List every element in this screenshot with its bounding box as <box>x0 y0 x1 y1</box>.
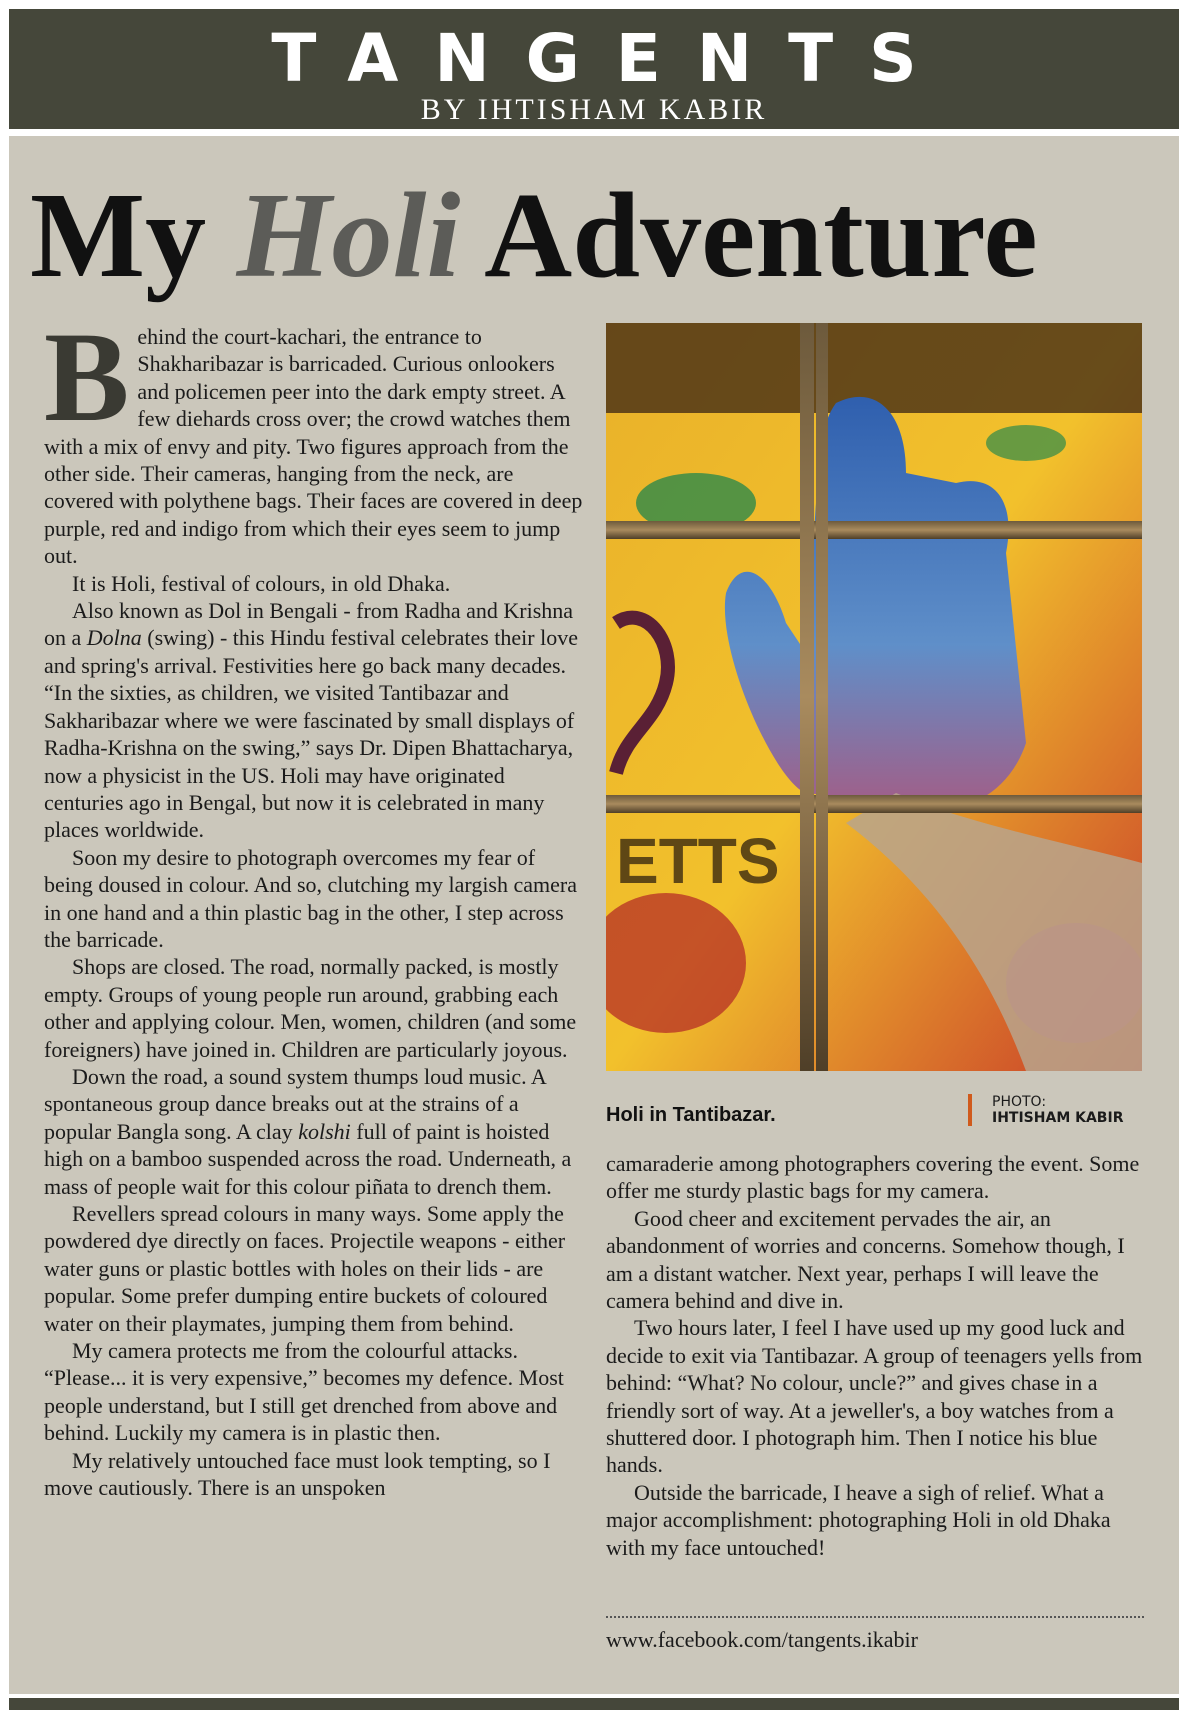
paragraph-1 <box>44 306 584 570</box>
paragraph-9: My relatively untouched face must look tempting, so I move cautiously. There is an unspoken <box>44 1447 551 1501</box>
bar-horizontal-top <box>606 521 1142 539</box>
photo-caption: Holi in Tantibazar. <box>606 1104 776 1126</box>
photo-credit-name: IHTISHAM KABIR <box>992 1110 1124 1126</box>
paragraph-3-text-a: Also known as Dol in Bengali - from Radha and Krishna on a <box>44 598 574 651</box>
bar-horizontal-bottom <box>606 795 1142 813</box>
paragraph-10: camaraderie among photographers covering the event. Some offer me sturdy plastic bags for my camera. <box>606 1151 1140 1204</box>
paragraph-1-text: ehind the court-kachari, the entrance to Shakharibazar is barricaded. Curious onlookers and policemen peer into the dark empty street. A few diehards cross over; the crowd watches them with a mix of envy and pity. Two figures approach from the other side. Their cameras, hanging from the neck, are covered with polythene bags. Their faces are covered in deep purple, red and indigo from which their eyes seem to jump out. <box>44 324 583 569</box>
paint-splash-green-2 <box>986 425 1066 461</box>
column-banner <box>9 9 1179 129</box>
paragraph-13: Outside the barricade, I heave a sigh of relief. What a major accomplishment: photographing Holi in old Dhaka with my face untouched! <box>606 1479 1111 1560</box>
paragraph-6-italic: kolshi <box>298 1118 351 1144</box>
photo-credit <box>968 1094 1123 1126</box>
photo-shadow <box>606 323 1142 413</box>
bar-vertical-right <box>816 323 828 1071</box>
paragraph-8: My camera protects me from the colourful attacks. “Please... it is very expensive,” becomes my defence. Most people understand, but I still get drenched from above and behind. Luckily my camera is in plastic then. <box>44 1338 564 1446</box>
headline-word-my: My <box>30 168 207 303</box>
headline-word-adventure: Adventure <box>484 168 1038 303</box>
paragraph-2: It is Holi, festival of colours, in old Dhaka. <box>72 570 451 596</box>
paragraph-4: Soon my desire to photograph overcomes my fear of being doused in colour. And so, clutching my largish camera in one hand and a thin plastic bag in the other, I step across the barricade. <box>44 844 577 952</box>
paragraph-6 <box>44 1063 584 1200</box>
headline <box>30 166 1160 306</box>
facebook-link[interactable]: www.facebook.com/tangents.ikabir <box>606 1627 918 1652</box>
paragraph-12: Two hours later, I feel I have used up my good luck and decide to exit via Tantibazar. A group of teenagers yells from behind: “What? No colour, uncle?” and gives chase in a friendly sort of way. At a jeweller's, a boy watches from a shuttered door. I photograph him. Then I notice his blue hands. <box>606 1315 1143 1478</box>
column-title: TANGENTS <box>271 20 953 97</box>
paragraph-3 <box>44 597 584 844</box>
bar-vertical-left <box>800 323 814 1071</box>
paragraph-7: Revellers spread colours in many ways. Some apply the powdered dye directly on faces. Projectile weapons - either water guns or plastic bottles with holes on their lids - are popular. Some prefer dumping entire buckets of coloured water on their playmates, jumping them from behind. <box>44 1201 566 1336</box>
photo-credit-label: PHOTO: <box>992 1094 1047 1110</box>
footer-divider <box>606 1616 1144 1618</box>
paragraph-6-text-b: full of paint is hoisted high on a bamboo suspended across the road. Underneath, a mass of people wait for this colour piñata to drench them. <box>44 1118 572 1199</box>
bottom-rule <box>9 1698 1179 1710</box>
paragraph-6-text-a: Down the road, a sound system thumps loud music. A spontaneous group dance breaks out at the strains of a popular Bangla song. A clay <box>44 1063 546 1144</box>
paragraph-3-text-b: (swing) - this Hindu festival celebrates their love and spring's arrival. Festivities here go back many decades. “In the sixties, as children, we visited Tantibazar and Sakharibazar where we were fascinated by small displays of Radha-Krishna on the swing,” says Dr. Dipen Bhattacharya, now a physicist in the US. Holi may have originated centuries ago in Bengal, but now it is celebrated in many places worldwide. <box>44 625 578 843</box>
paragraph-3-italic: Dolna <box>86 625 142 651</box>
shirt-text: ETTS <box>616 825 780 897</box>
headline-word-holi: Holi <box>236 168 461 303</box>
article-column-right <box>606 1150 1146 1561</box>
paragraph-5: Shops are closed. The road, normally packed, is mostly empty. Groups of young people run around, grabbing each other and applying colour. Men, women, children (and some foreigners) have joined in. Children are particularly joyous. <box>44 954 577 1062</box>
article-photo <box>606 323 1142 1071</box>
paragraph-11: Good cheer and excitement pervades the air, an abandonment of worries and concerns. Somehow though, I am a distant watcher. Next year, perhaps I will leave the camera behind and dive in. <box>606 1205 1125 1314</box>
article-column-left <box>44 306 584 1501</box>
drop-cap: B <box>44 306 130 448</box>
column-byline: BY IHTISHAM KABIR <box>420 93 768 126</box>
